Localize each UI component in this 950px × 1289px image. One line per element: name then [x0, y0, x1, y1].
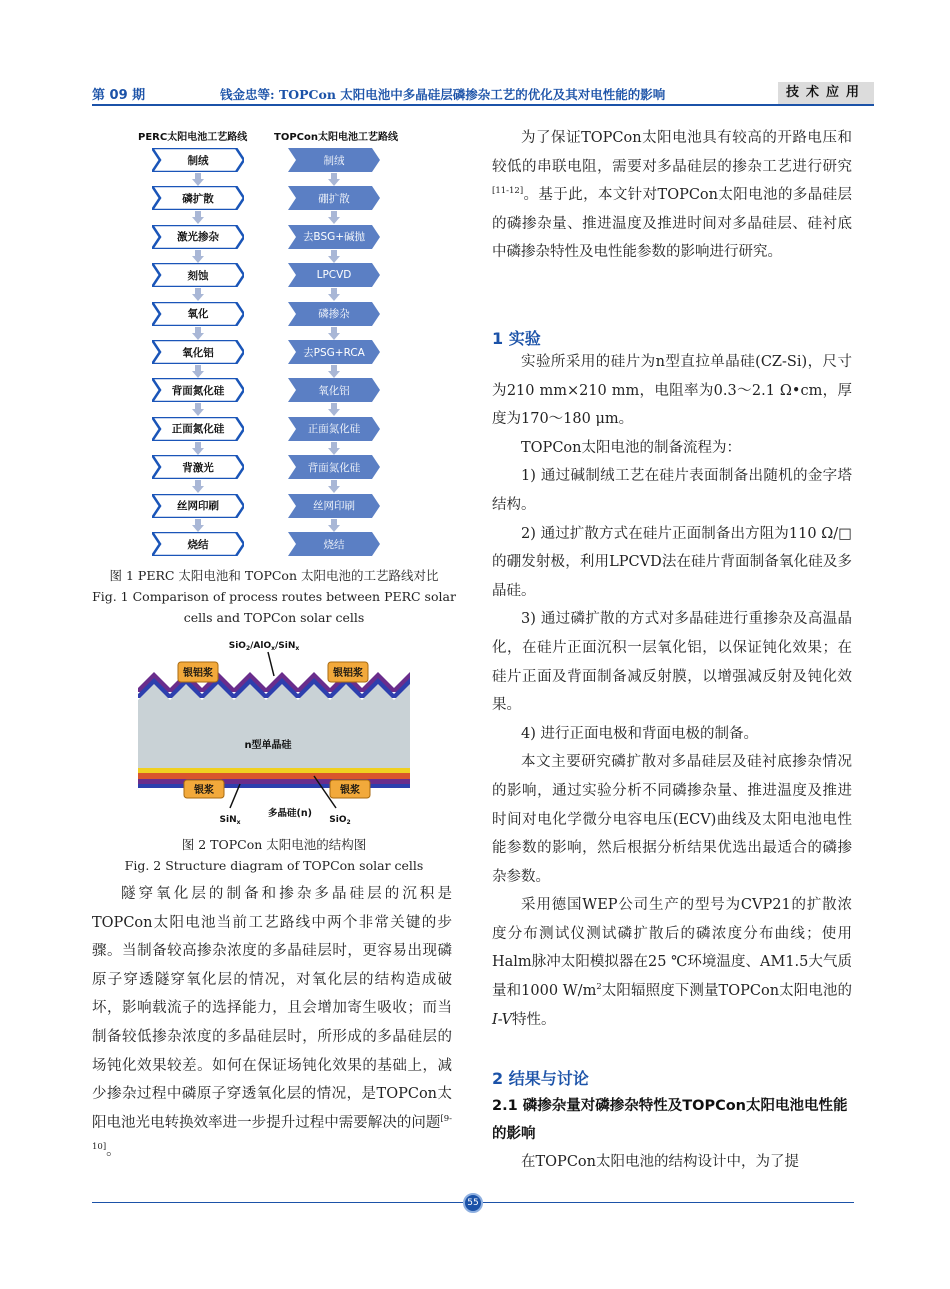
- body-paragraph-intro: 为了保证TOPCon太阳电池具有较高的开路电压和较低的串联电阻，需要对多晶硅层的掺杂工艺进行研究[11-12]。基于此，本文针对TOPCon太阳电池的多晶硅层的磷掺杂量、推进温度及推进时间对多晶硅层、硅衬底中磷掺杂特性及电性能参数的影响进行研究。: [492, 130, 852, 261]
- silver-aluminum-label-right: 银铝浆: [333, 668, 363, 679]
- topcon-flow-arrow-1: [328, 173, 340, 186]
- body-paragraph-structure-design: 在TOPCon太阳电池的结构设计中，为了提: [521, 1154, 799, 1170]
- perc-step-6: 氧化铝: [152, 340, 244, 364]
- citation-9-10: [9-10]: [92, 1113, 452, 1153]
- topcon-step-9: 背面氮化硅: [288, 455, 380, 479]
- poly-si-label: 多晶硅(n): [268, 808, 312, 819]
- perc-step-8: 正面氮化硅: [152, 417, 244, 441]
- topcon-flow-arrow-9: [328, 480, 340, 493]
- topcon-step-1: 制绒: [288, 148, 380, 172]
- running-header: [92, 82, 874, 106]
- section-1-body: [492, 348, 852, 1034]
- topcon-flow-arrow-6: [328, 365, 340, 378]
- topcon-step-5: 磷掺杂: [288, 302, 380, 326]
- perc-step-7: 背面氮化硅: [152, 378, 244, 402]
- cell-structure-diagram: [134, 630, 414, 830]
- perc-step-9: 背激光: [152, 455, 244, 479]
- process-step-1: 1) 通过碱制绒工艺在硅片表面制备出随机的金字塔结构。: [492, 468, 852, 513]
- header-rule: [92, 104, 874, 106]
- issue-number: 第 09 期: [92, 88, 146, 103]
- topcon-step-8: 正面氮化硅: [288, 417, 380, 441]
- topcon-flow-arrow-4: [328, 288, 340, 301]
- citation-11-12: [11-12]: [492, 186, 524, 197]
- silver-label-left: 银浆: [194, 785, 214, 796]
- silver-aluminum-label-left: 银铝浆: [183, 668, 213, 679]
- figure-1-caption-en-line1: Fig. 1 Comparison of process routes between PERC solar: [92, 589, 456, 604]
- silver-label-right: 银浆: [340, 785, 360, 796]
- topcon-flow-arrow-7: [328, 403, 340, 416]
- topcon-flow-arrow-8: [328, 442, 340, 455]
- perc-flow-arrow-3: [192, 250, 204, 263]
- perc-step-1: 制绒: [152, 148, 244, 172]
- process-step-2: 2) 通过扩散方式在硅片正面制备出方阻为110 Ω/□的硼发射极，利用LPCVD法在硅片背面制备氧化硅及多晶硅。: [492, 525, 852, 599]
- footer-rule-left: [92, 1202, 463, 1203]
- sio2-label: SiO$_2$: [329, 815, 351, 826]
- perc-flow-arrow-8: [192, 442, 204, 455]
- topcon-step-4: LPCVD: [288, 263, 380, 287]
- body-paragraph-flow: TOPCon太阳电池的制备流程为：: [521, 439, 741, 456]
- page-number: 55: [463, 1193, 483, 1213]
- poly-si-layer: [138, 773, 410, 779]
- perc-flow-arrow-5: [192, 327, 204, 340]
- topcon-step-10: 丝网印刷: [288, 494, 380, 518]
- running-title: 钱金忠等: TOPCon 太阳电池中多晶硅层磷掺杂工艺的优化及其对电性能的影响: [220, 87, 666, 102]
- topcon-step-2: 硼扩散: [288, 186, 380, 210]
- topcon-step-3: 去BSG+碱抛: [288, 225, 380, 249]
- section-2-1-heading: 2.1 磷掺杂量对磷掺杂特性及TOPCon太阳电池电性能的影响: [492, 1098, 848, 1142]
- perc-flow-arrow-10: [192, 519, 204, 532]
- topcon-flow-arrow-10: [328, 519, 340, 532]
- footer-rule-right: [483, 1202, 854, 1203]
- section-2-heading: 2 结果与讨论: [492, 1069, 589, 1088]
- n-type-substrate: [138, 684, 410, 770]
- passivation-pointer: [268, 652, 274, 676]
- topcon-step-6: 去PSG+RCA: [288, 340, 380, 364]
- body-paragraph-wafer: 实验所采用的硅片为n型直拉单晶硅(CZ-Si)，尺寸为210 mm×210 mm，电阻率为0.3～2.1 Ω•cm，厚度为170～180 μm。: [492, 354, 852, 428]
- perc-step-10: 丝网印刷: [152, 494, 244, 518]
- figure-2-caption-cn: 图 2 TOPCon 太阳电池的结构图: [181, 837, 367, 852]
- figure-1-caption-cn: 图 1 PERC 太阳电池和 TOPCon 太阳电池的工艺路线对比: [109, 568, 439, 583]
- perc-flow-arrow-1: [192, 173, 204, 186]
- sinx-label: SiN$_x$: [219, 815, 241, 826]
- perc-step-4: 刻蚀: [152, 263, 244, 287]
- perc-flow-arrow-6: [192, 365, 204, 378]
- perc-flow-arrow-2: [192, 211, 204, 224]
- body-paragraph-equipment: 采用德国WEP公司生产的型号为CVP21的扩散浓度分布测试仪测试磷扩散后的磷浓度分布曲线；使用Halm脉冲太阳模拟器在25 ℃环境温度、AM1.5大气质量和1000 $W/m^2$太阳辐照度下测量TOPCon太阳电池的I-V特性。: [492, 897, 852, 1028]
- figure-1-caption-en-line2: cells and TOPCon solar cells: [183, 610, 365, 625]
- right-intro-text: [492, 124, 852, 267]
- topcon-flow-arrow-3: [328, 250, 340, 263]
- section-2-1-body: [492, 1148, 852, 1177]
- perc-step-5: 氧化: [152, 302, 244, 326]
- topcon-step-7: 氧化铝: [288, 378, 380, 402]
- perc-flow-arrow-9: [192, 480, 204, 493]
- substrate-label: n型单晶硅: [244, 740, 292, 751]
- perc-step-2: 磷扩散: [152, 186, 244, 210]
- process-step-3: 3) 通过磷扩散的方式对多晶硅进行重掺杂及高温晶化，在硅片正面沉积一层氧化铝，以保证钝化效果；在硅片正面及背面制备减反射膜，以增强减反射及钝化效果。: [492, 611, 852, 714]
- topcon-step-11: 烧结: [288, 532, 380, 556]
- perc-flow-arrow-4: [192, 288, 204, 301]
- perc-step-3: 激光掺杂: [152, 225, 244, 249]
- perc-flow-arrow-7: [192, 403, 204, 416]
- figure-2-caption-en: Fig. 2 Structure diagram of TOPCon solar cells: [124, 858, 424, 873]
- topcon-flow-arrow-5: [328, 327, 340, 340]
- figure-1-process-routes: [130, 126, 420, 566]
- perc-route-title: PERC太阳电池工艺路线: [138, 132, 248, 143]
- process-step-4: 4) 进行正面电极和背面电极的制备。: [521, 725, 758, 742]
- body-paragraph-tunnel-oxide: 隧穿氧化层的制备和掺杂多晶硅层的沉积是TOPCon太阳电池当前工艺路线中两个非常关键的步骤。当制备较高掺杂浓度的多晶硅层时，更容易出现磷原子穿透隧穿氧化层的情况，对氧化层的结构造成破坏，影响载流子的选择能力，且会增加寄生吸收；而当制备较低掺杂浓度的多晶硅层时，所形成的多晶硅层的场钝化效果较差。如何在保证场钝化效果的基础上，减少掺杂过程中磷原子穿透氧化层的情况，是TOPCon太阳电池光电转换效率进一步提升过程中需要解决的问题[9-10]。: [92, 886, 452, 1160]
- section-tag: 技术应用: [778, 82, 874, 104]
- body-paragraph-study: 本文主要研究磷扩散对多晶硅层及硅衬底掺杂情况的影响，通过实验分析不同磷掺杂量、推进温度及推进时间对电化学微分电容电压(ECV)曲线及太阳电池电性能参数的影响，然后根据分析结果优选出最适合的磷掺杂参数。: [492, 754, 852, 885]
- figure-2-cell-structure: [134, 630, 414, 830]
- topcon-route-title: TOPCon太阳电池工艺路线: [274, 132, 398, 143]
- perc-step-11: 烧结: [152, 532, 244, 556]
- left-body-text: [92, 880, 452, 1166]
- topcon-flow-arrow-2: [328, 211, 340, 224]
- section-1-heading: 1 实验: [492, 329, 541, 348]
- tunnel-oxide-layer: [138, 768, 410, 773]
- passivation-stack-label: SiO$_2$/AlO$_x$/SiN$_x$: [228, 641, 300, 652]
